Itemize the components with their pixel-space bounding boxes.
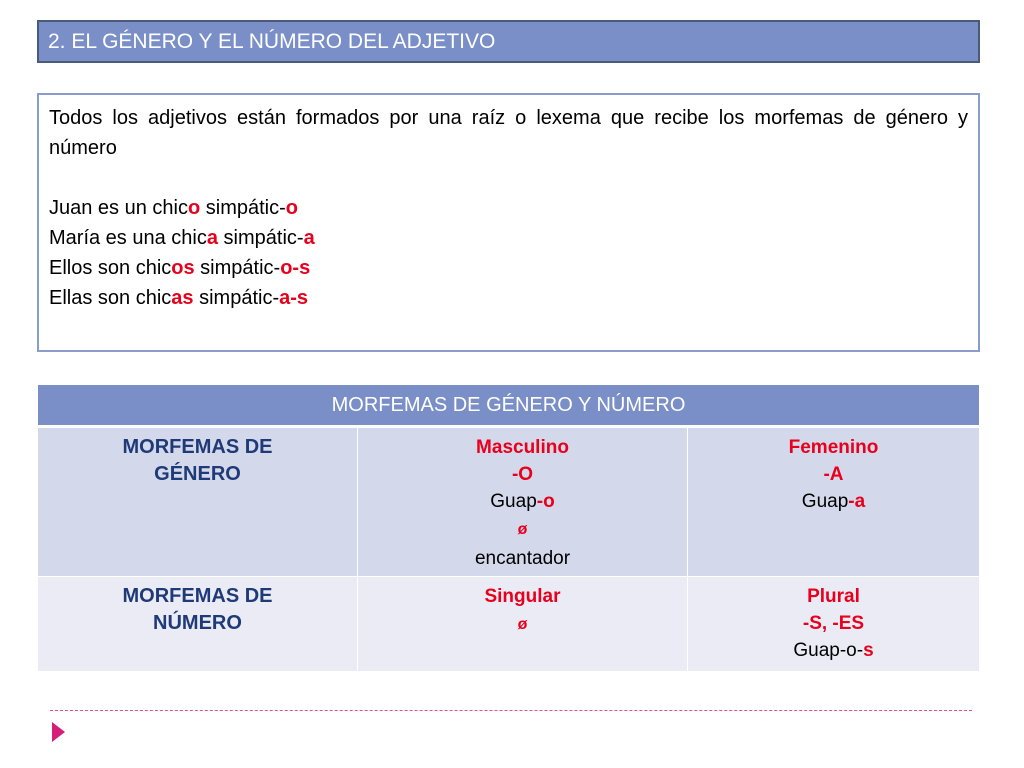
example-morpheme: o-s	[280, 257, 311, 279]
null-morpheme-icon	[358, 610, 687, 640]
plural-label: Plural	[807, 586, 860, 607]
spacer	[49, 163, 968, 193]
example-morpheme: a	[303, 227, 315, 249]
morphemes-table	[37, 384, 980, 672]
example-ending: -o	[536, 491, 555, 512]
example-ending: -a	[848, 491, 866, 512]
null-symbol: ø	[517, 521, 528, 538]
slide-title: 2. EL GÉNERO Y EL NÚMERO DEL ADJETIVO	[37, 20, 980, 63]
next-arrow-icon[interactable]	[52, 722, 65, 742]
row-label-line: GÉNERO	[154, 463, 241, 485]
example-pre: María es una chic	[49, 227, 207, 249]
example-morpheme: o	[285, 197, 298, 219]
example-root: Guap	[801, 491, 849, 512]
example-morpheme: a-s	[279, 287, 309, 309]
cell-femenino	[688, 427, 980, 577]
footer-divider	[50, 710, 972, 711]
example-pre: Ellas son chic	[49, 287, 172, 309]
plural-example	[688, 637, 979, 664]
cell-plural	[688, 577, 980, 672]
masculino-morpheme: -O	[511, 464, 534, 485]
example-root: Guap	[490, 491, 537, 512]
row-label-genero	[38, 427, 358, 577]
example-pre: Ellos son chic	[49, 257, 172, 279]
masculino-label: Masculino	[476, 437, 569, 458]
null-morpheme-icon	[358, 515, 687, 545]
example-mid: simpátic-	[193, 287, 280, 309]
example-ending: s	[863, 640, 874, 661]
null-symbol: ø	[517, 616, 528, 633]
cell-singular	[358, 577, 688, 672]
example-mid: simpátic-	[200, 197, 286, 219]
singular-label: Singular	[484, 586, 561, 607]
row-label-line: NÚMERO	[153, 612, 242, 634]
example-ending: as	[171, 287, 194, 309]
example-pre: Juan es un chic	[49, 197, 188, 219]
table-row-numero	[38, 577, 980, 672]
invariable-example: encantador	[474, 548, 571, 569]
table-row-genero	[38, 427, 980, 577]
table-header-row	[38, 385, 980, 427]
masculino-example	[358, 488, 687, 515]
text-box	[37, 93, 980, 352]
table-header: MORFEMAS DE GÉNERO Y NÚMERO	[38, 385, 980, 427]
example-ending: a	[206, 227, 218, 249]
example-line-2	[49, 223, 968, 253]
row-label-numero	[38, 577, 358, 672]
plural-morpheme: -S, -ES	[802, 613, 865, 634]
example-root: Guap-o-	[793, 640, 864, 661]
example-line-1	[49, 193, 968, 223]
row-label-line: MORFEMAS DE	[122, 585, 273, 607]
example-line-3	[49, 253, 968, 283]
intro-paragraph: Todos los adjetivos están formados por una raíz o lexema que recibe los morfemas de género y número	[49, 107, 968, 159]
femenino-label: Femenino	[788, 437, 879, 458]
femenino-example	[688, 488, 979, 515]
example-ending: os	[171, 257, 195, 279]
femenino-morpheme: -A	[823, 464, 844, 485]
cell-masculino	[358, 427, 688, 577]
row-label-line: MORFEMAS DE	[122, 436, 273, 458]
example-ending: o	[187, 197, 201, 219]
example-mid: simpátic-	[217, 227, 304, 249]
example-mid: simpátic-	[194, 257, 281, 279]
example-line-4	[49, 283, 968, 313]
